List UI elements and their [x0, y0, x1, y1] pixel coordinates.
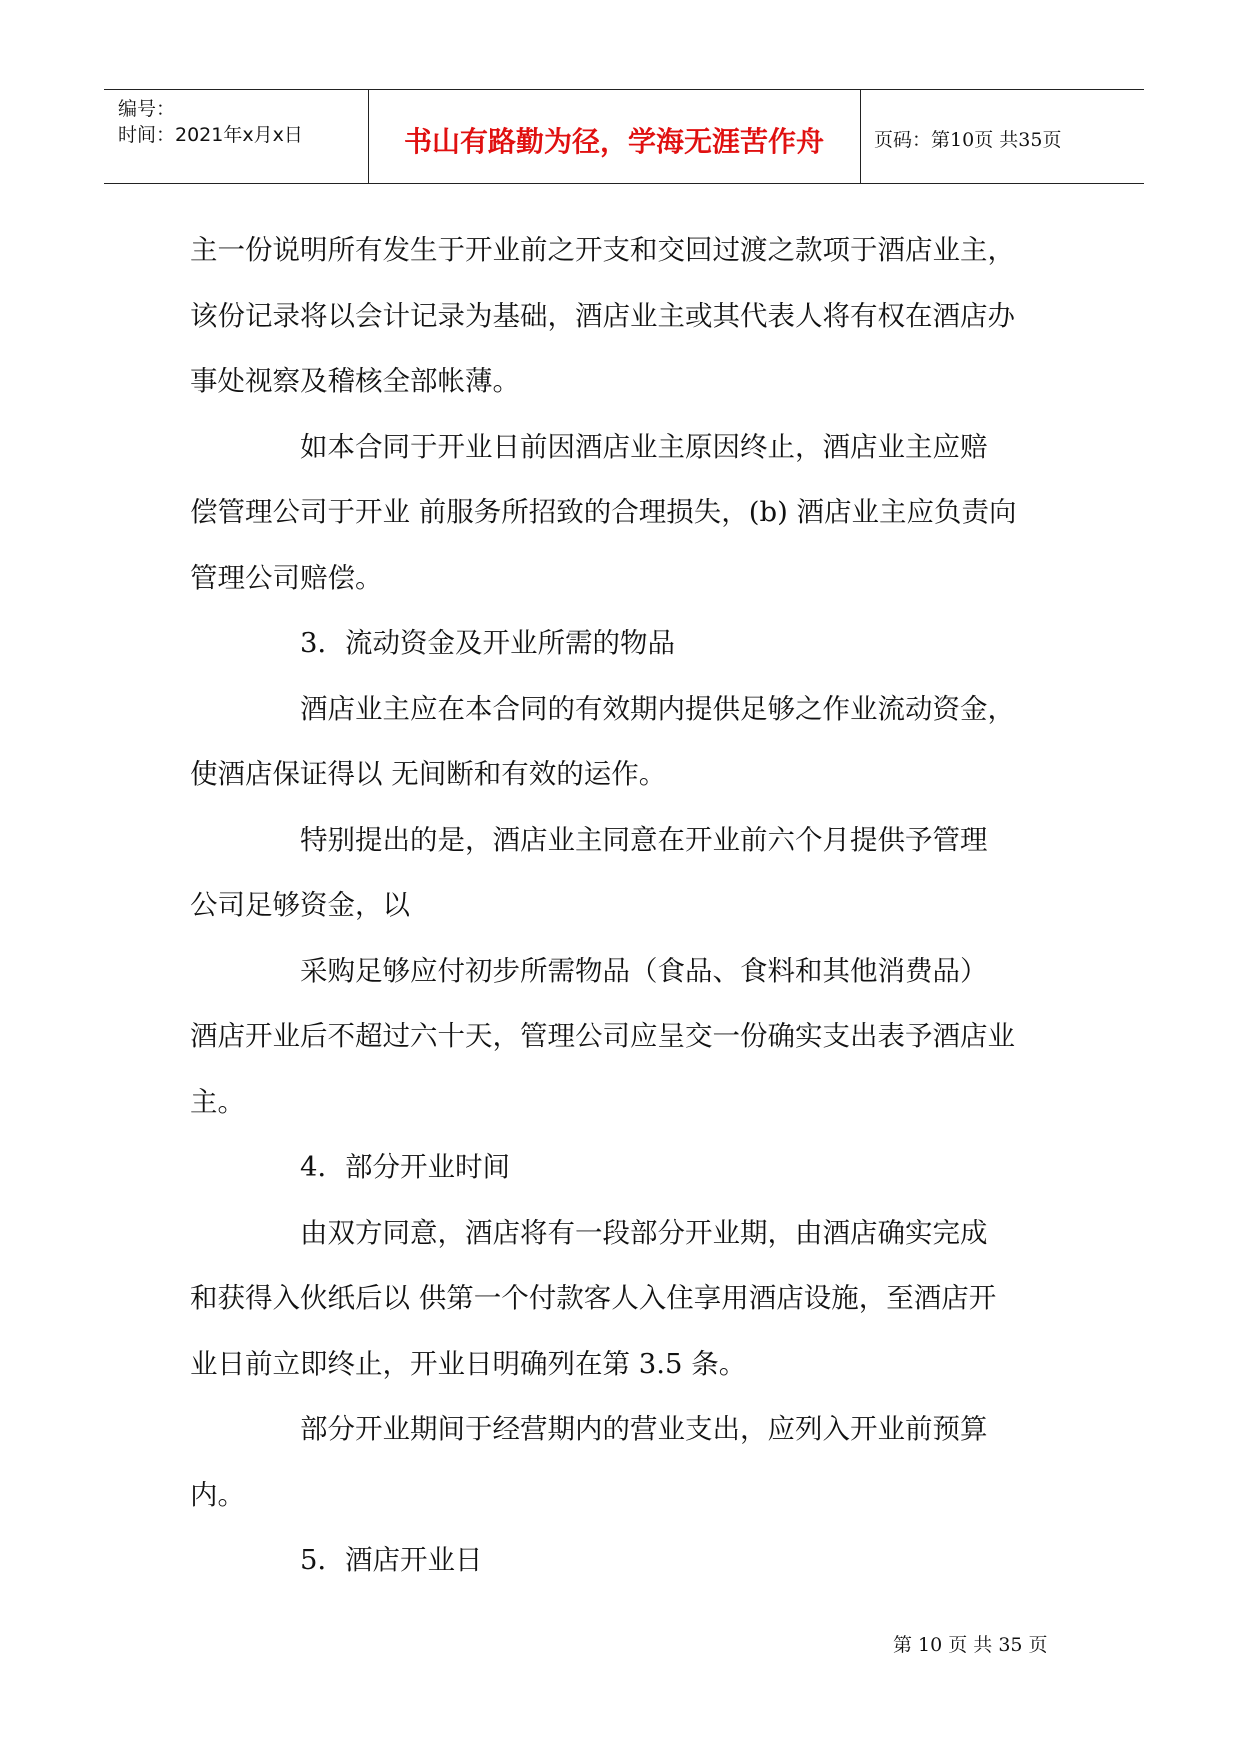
body-line: 如本合同于开业日前因酒店业主原因终止，酒店业主应赔	[190, 430, 988, 463]
page-middle: 页 共	[974, 129, 1019, 151]
header-info-cell	[104, 90, 369, 183]
page-footer: 第 10 页 共 35 页	[893, 1634, 1048, 1656]
body-line: 主一份说明所有发生于开业前之开支和交回过渡之款项于酒店业主，	[190, 234, 1015, 266]
body-line: 事处视察及稽核全部帐薄。	[190, 365, 520, 397]
body-line: 部分开业期间于经营期内的营业支出，应列入开业前预算	[190, 1413, 988, 1445]
section-heading: 4．部分开业时间	[190, 1151, 510, 1183]
page-prefix: 页码：第	[874, 129, 951, 151]
page-current: 10	[950, 129, 975, 151]
page-suffix: 页	[1042, 129, 1062, 151]
document-body	[190, 218, 1060, 1594]
body-line: 该份记录将以会计记录为基础，酒店业主或其代表人将有权在酒店办	[190, 299, 1015, 332]
body-line: 公司足够资金，以	[190, 889, 410, 921]
document-code-label: 编号：	[118, 98, 176, 120]
document-time-label: 时间：2021年x月x日	[118, 124, 303, 146]
document-header	[104, 89, 1144, 184]
body-line: 酒店业主应在本合同的有效期内提供足够之作业流动资金，	[190, 692, 1015, 725]
body-line: 使酒店保证得以 无间断和有效的运作。	[190, 758, 667, 790]
section-heading: 3．流动资金及开业所需的物品	[190, 627, 675, 659]
body-line: 酒店开业后不超过六十天，管理公司应呈交一份确实支出表予酒店业	[190, 1020, 1015, 1052]
body-line: 偿管理公司于开业 前服务所招致的合理损失，(b) 酒店业主应负责向	[190, 496, 1017, 528]
body-line: 特别提出的是，酒店业主同意在开业前六个月提供予管理	[190, 823, 988, 856]
body-line: 采购足够应付初步所需物品（食品、食料和其他消费品）	[190, 954, 988, 987]
header-page-info	[874, 125, 1061, 152]
body-line: 主。	[190, 1085, 245, 1118]
header-motto: 书山有路勤为径，学海无涯苦作舟	[403, 125, 824, 158]
section-heading: 5．酒店开业日	[190, 1544, 483, 1576]
body-line: 管理公司赔偿。	[190, 561, 383, 594]
header-motto-cell	[368, 90, 861, 183]
body-line: 内。	[190, 1478, 245, 1511]
header-page-cell	[860, 90, 1144, 183]
body-line: 业日前立即终止，开业日明确列在第 3.5 条。	[190, 1347, 747, 1380]
body-line: 由双方同意，酒店将有一段部分开业期，由酒店确实完成	[190, 1216, 988, 1249]
page-total: 35	[1018, 129, 1043, 151]
body-line: 和获得入伙纸后以 供第一个付款客人入住享用酒店设施，至酒店开	[190, 1282, 997, 1314]
